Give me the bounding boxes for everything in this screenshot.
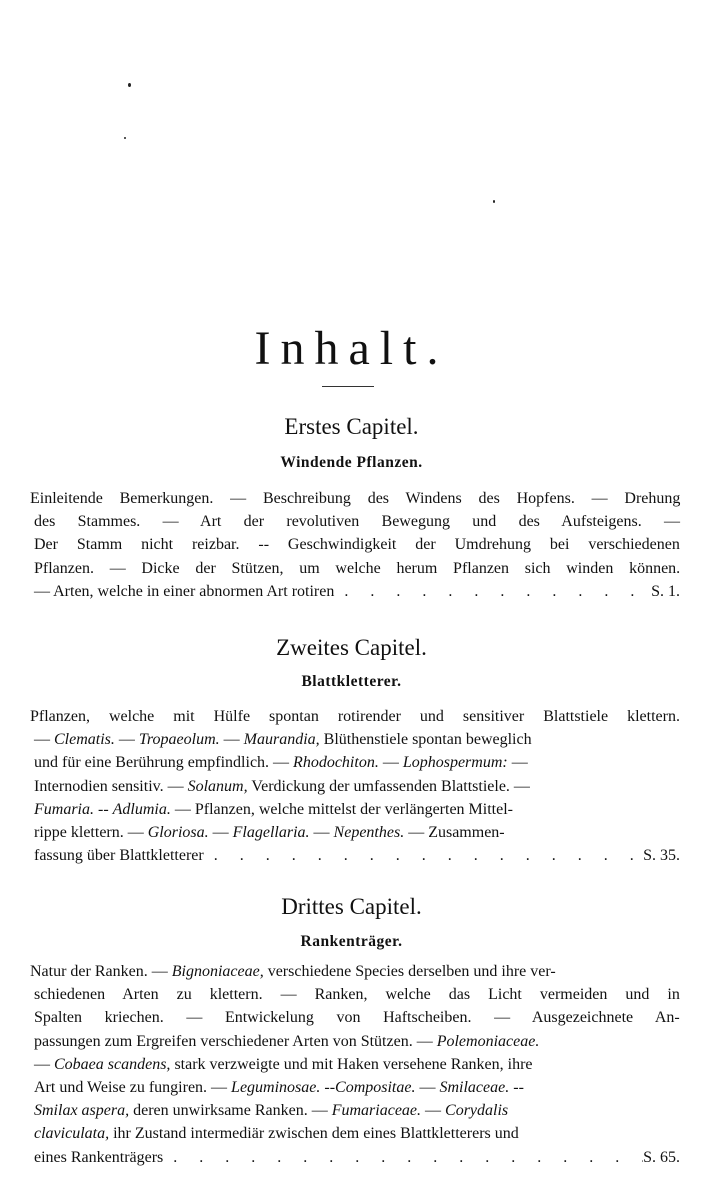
summary-line	[30, 1076, 680, 1099]
summary-text: Einleitende Bemerkungen. — Beschreibung des Windens des Hopfens. — Drehung	[30, 490, 681, 507]
summary-text: claviculata, ihr Zustand intermediär zwischen dem eines Blattkletterers und	[34, 1125, 519, 1143]
chapter-1-heading: Erstes Capitel.	[284, 414, 419, 439]
page-title: Inhalt.	[254, 322, 449, 375]
genus-name: Corydalis	[445, 1102, 509, 1120]
summary-line	[30, 798, 680, 821]
print-speck	[128, 83, 131, 87]
summary-line	[30, 510, 680, 533]
summary-line	[30, 705, 680, 728]
summary-text: Der Stamm nicht reizbar. -- Geschwindigkeit der Umdrehung bei verschiedenen	[34, 536, 680, 554]
title-divider	[322, 386, 374, 387]
chapter-2-summary	[30, 705, 680, 867]
dot-leader	[163, 1146, 643, 1169]
summary-last-line	[30, 580, 680, 603]
summary-line	[30, 487, 680, 510]
summary-text: eines Rankenträgers	[34, 1148, 164, 1166]
page-reference: S. 65.	[643, 1148, 680, 1166]
summary-line	[30, 1099, 680, 1122]
summary-text: Fumaria. -- Adlumia. — Pflanzen, welche mittelst der verlängerten Mittel-	[34, 800, 513, 818]
genus-name: Clematis.	[54, 731, 115, 749]
summary-text: schiedenen Arten zu klettern. — Ranken, welche das Licht vermeiden und in	[34, 986, 680, 1004]
genus-name: Adlumia.	[112, 800, 171, 818]
genus-name: Compositae.	[335, 1078, 416, 1096]
summary-text: Pflanzen. — Dicke der Stützen, um welche herum Pflanzen sich winden können.	[34, 559, 681, 577]
summary-line	[30, 751, 680, 774]
summary-text: und für eine Berührung empfindlich. — Rhodochiton. — Lophospermum: —	[34, 754, 528, 772]
page-reference: S. 35.	[643, 847, 680, 865]
summary-line	[30, 728, 680, 751]
summary-last-line	[30, 844, 680, 867]
chapter-2-subtitle: Blattkletterer.	[301, 673, 402, 690]
genus-name: Fumariaceae.	[331, 1102, 422, 1120]
summary-text: Natur der Ranken. — Bignoniaceae, verschiedene Species derselben und ihre ver-	[30, 963, 556, 980]
dot-leader	[334, 580, 651, 603]
chapter-1-summary	[30, 487, 680, 603]
genus-name: Gloriosa.	[147, 823, 209, 841]
summary-line	[30, 1122, 680, 1145]
summary-line	[30, 983, 680, 1006]
summary-text: — Arten, welche in einer abnormen Art rotiren	[34, 582, 335, 600]
summary-text: Art und Weise zu fungiren. — Leguminosae. --Compositae. — Smilaceae. --	[34, 1078, 524, 1096]
chapter-1-subtitle: Windende Pflanzen.	[280, 454, 423, 471]
genus-name: Polemoniaceae.	[436, 1032, 540, 1050]
genus-name: claviculata,	[34, 1125, 110, 1143]
genus-name: Flagellaria.	[232, 823, 310, 841]
summary-last-line	[30, 1146, 680, 1169]
summary-line	[30, 1006, 680, 1029]
genus-name: Rhodochiton.	[293, 754, 379, 772]
summary-text: des Stammes. — Art der revolutiven Bewegung und des Aufsteigens. —	[34, 513, 681, 531]
summary-text: passungen zum Ergreifen verschiedener Arten von Stützen. — Polemoniaceae.	[34, 1032, 540, 1050]
genus-name: Lophospermum:	[402, 754, 508, 772]
chapter-2-heading: Zweites Capitel.	[276, 635, 427, 660]
genus-name: Leguminosae.	[231, 1078, 321, 1096]
genus-name: Smilax aspera,	[34, 1102, 130, 1120]
genus-name: Smilaceae.	[439, 1078, 510, 1096]
genus-name: Maurandia,	[243, 731, 320, 749]
summary-line	[30, 1053, 680, 1076]
summary-text: rippe klettern. — Gloriosa. — Flagellaria. — Nepenthes. — Zusammen-	[34, 823, 505, 841]
print-speck	[124, 137, 126, 139]
chapter-3-heading: Drittes Capitel.	[281, 894, 422, 919]
summary-text: — Clematis. — Tropaeolum. — Maurandia, Blüthenstiele spontan beweglich	[34, 731, 532, 749]
summary-line	[30, 533, 680, 556]
summary-line	[30, 821, 680, 844]
summary-line	[30, 775, 680, 798]
print-speck	[493, 200, 495, 203]
genus-name: Fumaria.	[34, 800, 94, 818]
chapter-3-subtitle: Rankenträger.	[300, 933, 403, 950]
dot-leader	[204, 844, 643, 867]
summary-line	[30, 557, 680, 580]
genus-name: Cobaea scandens,	[54, 1055, 171, 1073]
summary-line	[30, 960, 680, 983]
genus-name: Solanum,	[187, 777, 248, 795]
summary-text: fassung über Blattkletterer	[34, 847, 204, 865]
summary-text: Pflanzen, welche mit Hülfe spontan rotirender und sensitiver Blattstiele klettern.	[30, 708, 680, 725]
summary-text: Internodien sensitiv. — Solanum, Verdickung der umfassenden Blattstiele. —	[34, 777, 530, 795]
chapter-3-summary	[30, 960, 680, 1169]
summary-line	[30, 1030, 680, 1053]
summary-text: Smilax aspera, deren unwirksame Ranken. — Fumariaceae. — Corydalis	[34, 1102, 509, 1120]
genus-name: Nepenthes.	[333, 823, 405, 841]
genus-name: Bignoniaceae,	[171, 963, 264, 980]
page-reference: S. 1.	[651, 582, 680, 600]
summary-text: — Cobaea scandens, stark verzweigte und mit Haken versehene Ranken, ihre	[34, 1055, 533, 1073]
summary-text: Spalten kriechen. — Entwickelung von Haftscheiben. — Ausgezeichnete An-	[34, 1009, 680, 1027]
genus-name: Tropaeolum.	[138, 731, 220, 749]
